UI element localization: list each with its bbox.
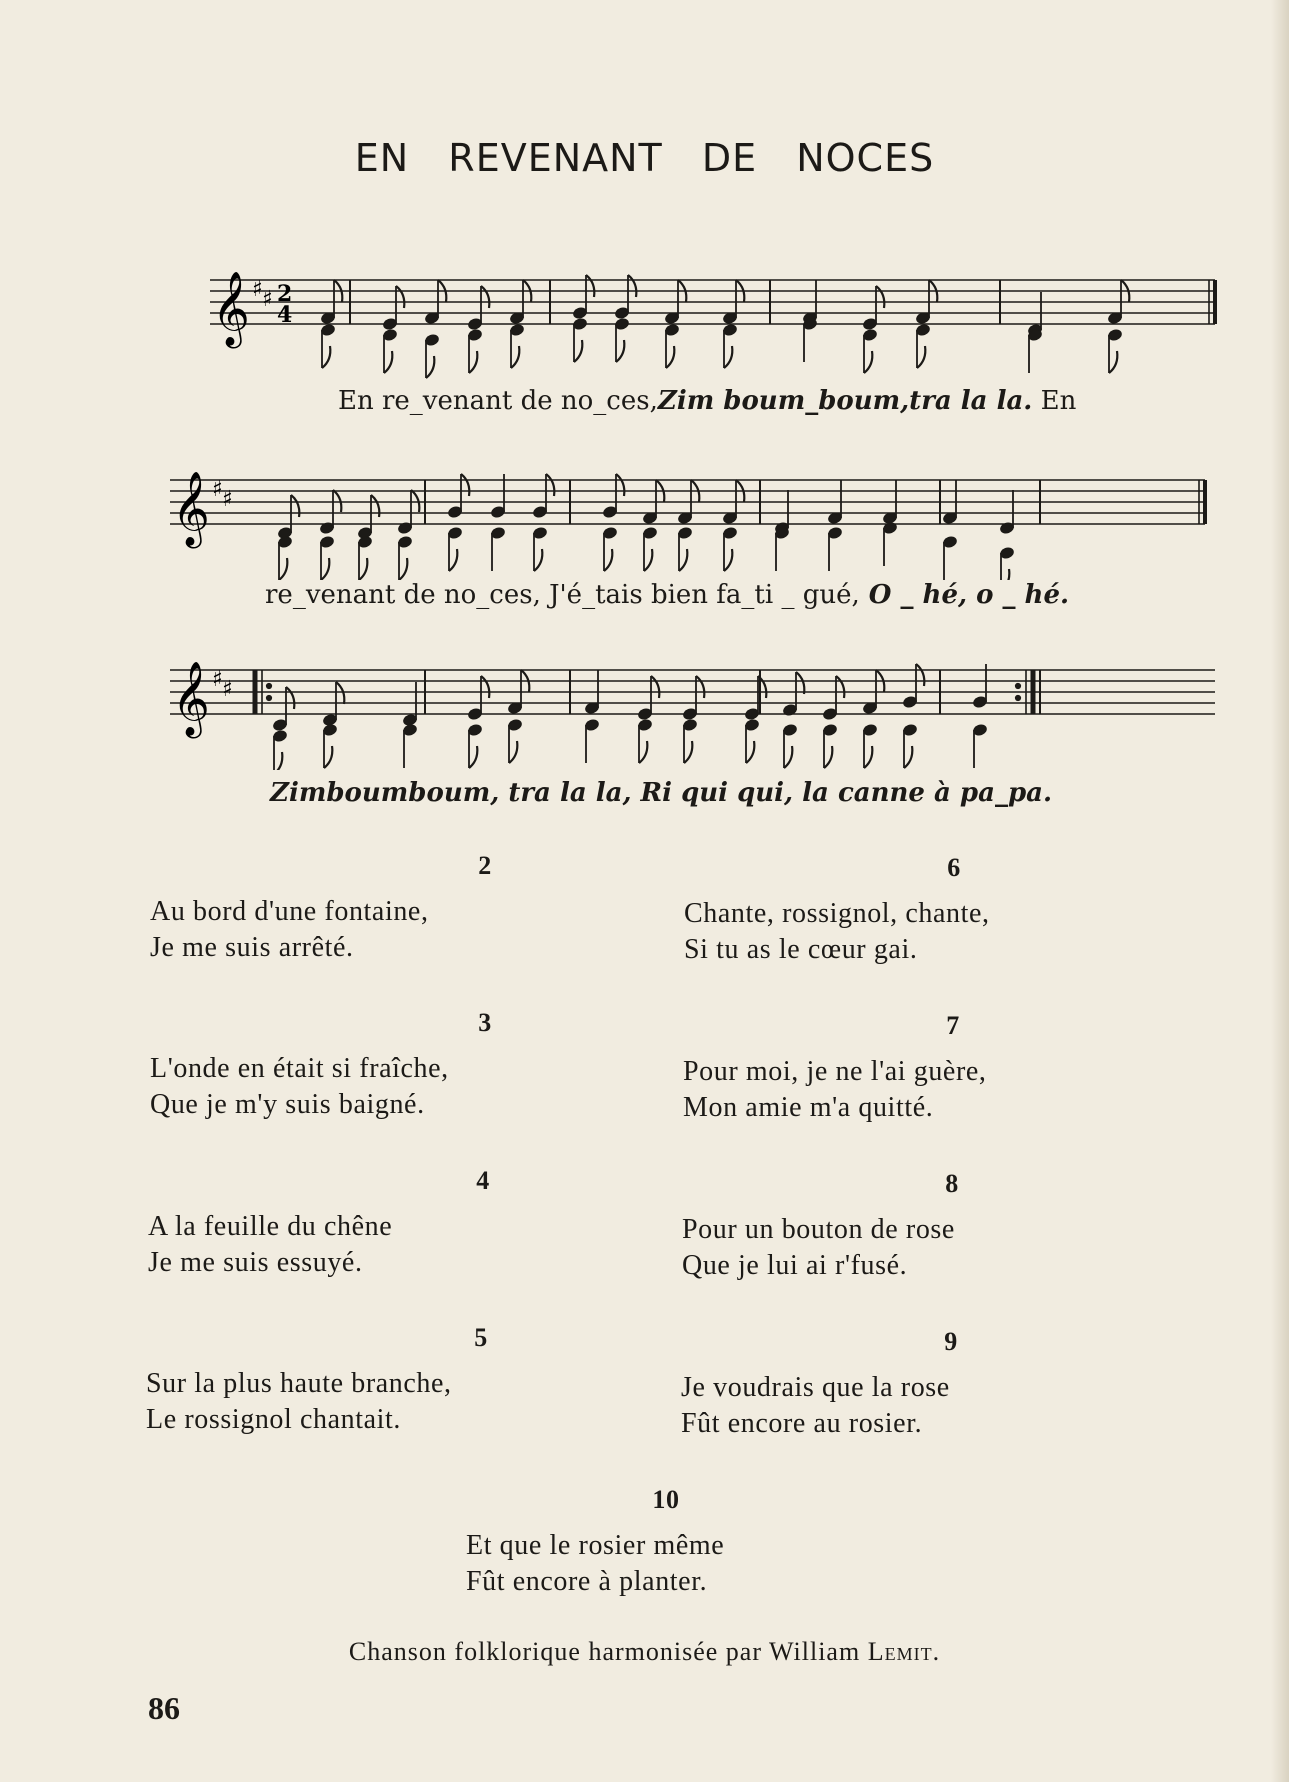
time-signature-bottom: 4 [277, 302, 293, 328]
music-staff-3 [170, 630, 1220, 775]
arranger-name: Lemit [867, 1637, 933, 1666]
lyric-line-3: Zimboumboum, tra la la, Ri qui qui, la canne à pa_pa. [270, 778, 1053, 808]
svg-text:♯: ♯ [222, 677, 233, 702]
song-credit: Chanson folklorique harmonisée par William Lemit. [348, 1637, 941, 1666]
music-staff-1 [210, 250, 1220, 385]
verse-7: 7 Pour moi, je ne l'ai guère, Mon amie m'a quitté. [683, 1011, 987, 1123]
svg-text:♯: ♯ [212, 477, 223, 502]
verse-number: 2 [478, 851, 492, 880]
verse-4: 4 A la feuille du chêne Je me suis essuyé. [148, 1166, 490, 1278]
verse-3: 3 L'onde en était si fraîche, Que je m'y suis baigné. [150, 1008, 492, 1120]
lyric-line-2: re_venant de no_ces, J'é_tais bien fa_ti _ gué, O _ hé, o _ hé. [265, 580, 1070, 610]
verse-6: 6 Chante, rossignol, chante, Si tu as le cœur gai. [684, 853, 990, 965]
page-number: 86 [148, 1690, 180, 1726]
svg-text:𝄞: 𝄞 [172, 472, 210, 546]
svg-text:♯: ♯ [212, 667, 223, 692]
svg-text:♯: ♯ [262, 287, 273, 312]
treble-clef-icon: 𝄞 [212, 272, 250, 346]
svg-text:♯: ♯ [222, 487, 233, 512]
sharp-icon: ♯ [252, 277, 263, 302]
verse-8: 8 Pour un bouton de rose Que je lui ai r'fusé. [682, 1169, 959, 1281]
verse-2: 2 Au bord d'une fontaine, Je me suis arrêté. [150, 848, 580, 966]
verse-9: 9 Je voudrais que la rose Fût encore au rosier. [681, 1327, 958, 1439]
lyric-line-1: En re_venant de no_ces,Zim boum_boum,tra la la. En [338, 386, 1077, 416]
music-staff-2 [170, 440, 1220, 585]
verse-10: 10 Et que le rosier même Fût encore à planter. [466, 1485, 725, 1597]
time-signature-top: 2 [277, 281, 293, 307]
page-edge-shadow [1271, 0, 1289, 1782]
svg-text:𝄞: 𝄞 [172, 662, 210, 736]
verse-5: 5 Sur la plus haute branche, Le rossignol chantait. [146, 1323, 488, 1435]
song-title: EN REVENANT DE NOCES [354, 136, 935, 180]
